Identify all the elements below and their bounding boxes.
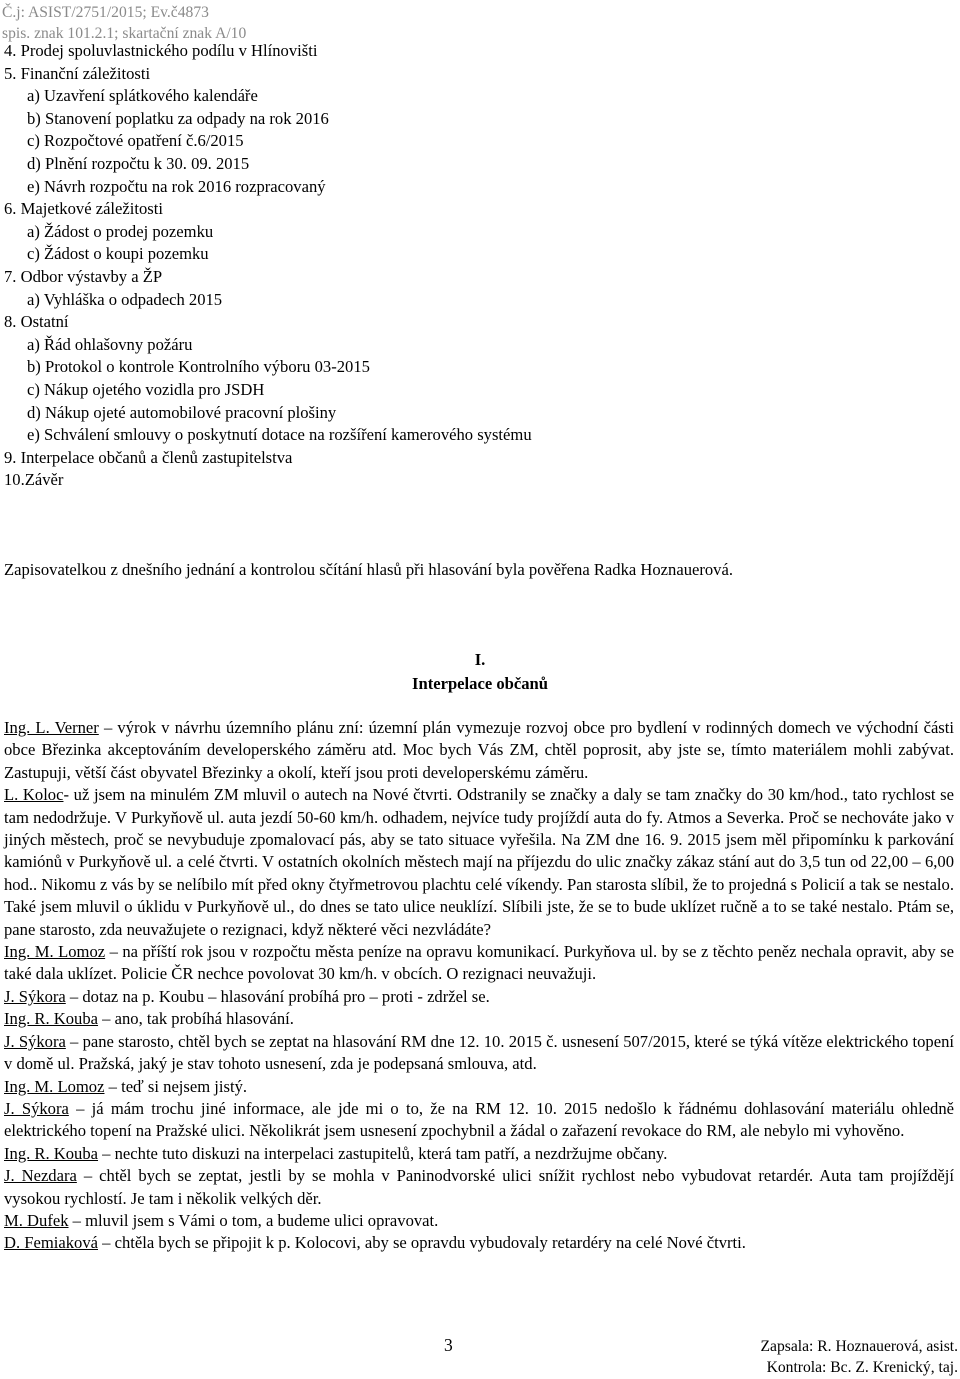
agenda-subitem: a) Vyhláška o odpadech 2015 [27,289,223,309]
speaker-statement: – mluvil jsem s Vámi o tom, a budeme ulici opravovat. [68,1210,439,1230]
speaker-name: Ing. L. Verner [4,718,99,737]
speaker-paragraph [4,941,954,986]
speaker-statement: - už jsem na minulém ZM mluvil o autech na Nové čtvrti. Odstranily se značky a daly se tam značky do 30 km/hod., tato rychlost se tam nedodržuje. V Purkyňově ul. auta jezdí 50-60 km/h. odhadem, nejvíce tudy projíždí auta do fy. Atmos a Severka. Proč se nechováte jako v jiných městech, proč se nevybuduje zpomalovací pás, aby se tato situace vyřešila. Na ZM dne 16. 9. 2015 jsem měl připomínku k parkování kamiónů v Purkyňově ul. a celé čtvrti. V ostatních okolních městech mají na příjezdu do ulic značky zákaz stání aut do 3,5 tun od 22,00 – 6,00 hod.. Nikomu z vás by se nelíbilo mít před okny čtyřmetrovou plachtu celé víkendy. Pan starosta slíbil, že to projedná s Policií a tak se nestalo. Také jsem mluvil o úklidu v Purkyňově ul., do dnes se tato ulice neuklízí. Slíbili jste, že se to bude uklízet ručně a to se také nestalo. Ptám se, pane starosto, zda neuvažujete o rezignaci, když některé věci nezvládáte? [4,785,954,939]
speaker-statement: – teď si nejsem jistý. [104,1076,248,1096]
speaker-paragraph [4,1098,954,1143]
speaker-statement: – chtěl bych se zeptat, jestli by se mohla v Paninodvorské ulici snížit rychlost nebo vybudovat retardér. Auta tam projíždějí vysokou rychlostí. Je tam i několik velkých děr. [4,1166,954,1208]
agenda-subitem: a) Řád ohlašovny požáru [27,334,193,354]
agenda-subitem: a) Žádost o prodej pozemku [27,221,214,241]
speaker-name: Ing. M. Lomoz [4,1076,105,1096]
agenda-subitem: c) Rozpočtové opatření č.6/2015 [27,131,244,151]
speaker-paragraph [4,1165,954,1210]
agenda-subitem: d) Nákup ojeté automobilové pracovní plošiny [27,402,337,422]
section-number: I. [474,650,486,669]
interpellation-body [4,717,954,1255]
speaker-name: J. Nezdara [4,1166,77,1186]
checked-by: Kontrola: Bc. Z. Krenický, taj. [766,1359,958,1376]
recorder-intro: Zapisovatelkou z dnešního jednání a kontrolou sčítání hlasů při hlasování byla pověřena Radka Hoznauerová. [4,560,733,579]
speaker-name: Ing. M. Lomoz [4,942,106,962]
agenda-item: 8. Ostatní [4,312,69,332]
speaker-name: J. Sýkora [4,1031,66,1051]
agenda-item: 7. Odbor výstavby a ŽP [4,266,163,286]
speaker-statement: – chtěla bych se připojit k p. Kolocovi, aby se opravdu vybudovaly retardéry na celé Nové čtvrti. [98,1233,746,1253]
reference-number: Č.j: ASIST/2751/2015; Ev.č4873 [2,4,209,21]
speaker-name: J. Sýkora [4,986,66,1006]
agenda-item: 10.Závěr [4,470,64,490]
speaker-statement: – na příští rok jsou v rozpočtu města peníze na opravu komunikací. Purkyňova ul. by se z těchto peněz nechala opravit, aby se také dala uklízet. Policie ČR nechce povolovat 30 km/h. v obcích. O rezignaci neuvažuji. [4,942,954,984]
speaker-paragraph [4,1232,954,1254]
speaker-statement: – dotaz na p. Koubu – hlasování probíhá pro – proti - zdržel se. [65,986,490,1006]
page-number: 3 [444,1335,453,1355]
agenda-subitem: a) Uzavření splátkového kalendáře [27,86,258,106]
speaker-paragraph [4,1143,954,1165]
document-footer [761,1336,958,1378]
speaker-paragraph [4,986,954,1008]
speaker-paragraph [4,717,954,784]
speaker-statement: – ano, tak probíhá hlasování. [98,1009,294,1029]
agenda-subitem: b) Protokol o kontrole Kontrolního výboru 03-2015 [27,357,370,377]
speaker-name: L. Koloc [4,785,64,805]
section-title: Interpelace občanů [412,674,548,693]
speaker-statement: – já mám trochu jiné informace, ale jde mi o to, že na RM 12. 10. 2015 nedošlo k řádnému dohlasování materiálu ohledně elektrického topení na Pražské ulici. Několikrát jsem usnesení zpochybnil a žádal o zařazení revokace do RM, ale nebylo mi vyhověno. [4,1098,955,1141]
speaker-paragraph [4,784,954,941]
agenda-subitem: e) Schválení smlouvy o poskytnutí dotace na rozšíření kamerového systému [27,425,532,445]
file-code: spis. znak 101.2.1; skartační znak A/10 [2,25,247,42]
agenda-subitem: c) Žádost o koupi pozemku [27,244,209,264]
speaker-paragraph [4,1076,954,1098]
speaker-paragraph [4,1210,954,1232]
agenda-subitem: c) Nákup ojetého vozidla pro JSDH [27,379,265,399]
agenda-item: 4. Prodej spoluvlastnického podílu v Hlínovišti [4,41,318,60]
speaker-statement: – výrok v návrhu územního plánu zní: územní plán vymezuje rozvoj obce pro bydlení v rodinných domech ve východní části obce Březinka akceptováním developerského záměru atd. Moc bych Vás ZM, chtěl poprosit, aby jste se, tímto materiálem mohli zabývat. Zastupuji, větší část obyvatel Březinky a okolí, kteří jsou proti developerskému záměru. [4,718,954,782]
document-header [2,2,246,44]
speaker-name: Ing. R. Kouba [4,1143,99,1163]
agenda-subitem: e) Návrh rozpočtu na rok 2016 rozpracovaný [27,176,326,196]
agenda-subitem: b) Stanovení poplatku za odpady na rok 2016 [27,108,329,128]
recorded-by: Zapsala: R. Hoznauerová, asist. [760,1338,958,1355]
speaker-name: Ing. R. Kouba [4,1009,99,1029]
speaker-paragraph [4,1008,954,1030]
speaker-statement: – nechte tuto diskuzi na interpelaci zastupitelů, která tam patří, a nezdržujme občany. [98,1143,668,1163]
speaker-name: M. Dufek [4,1210,69,1230]
agenda-item: 5. Finanční záležitosti [4,63,151,83]
speaker-name: D. Femiaková [4,1233,99,1253]
agenda-subitem: d) Plnění rozpočtu k 30. 09. 2015 [27,153,250,173]
agenda-item: 9. Interpelace občanů a členů zastupitelstva [4,447,293,467]
speaker-name: J. Sýkora [4,1098,69,1118]
agenda-item: 6. Majetkové záležitosti [4,199,163,219]
speaker-statement: – pane starosto, chtěl bych se zeptat na hlasování RM dne 12. 10. 2015 č. usnesení 507/2015, které se týká vítěze elektrického topení v domě ul. Pražská, jaký je stav tohoto usnesení, zda je podepsaná smlouva, atd. [4,1031,954,1074]
speaker-paragraph [4,1031,954,1076]
agenda-list [4,40,954,492]
